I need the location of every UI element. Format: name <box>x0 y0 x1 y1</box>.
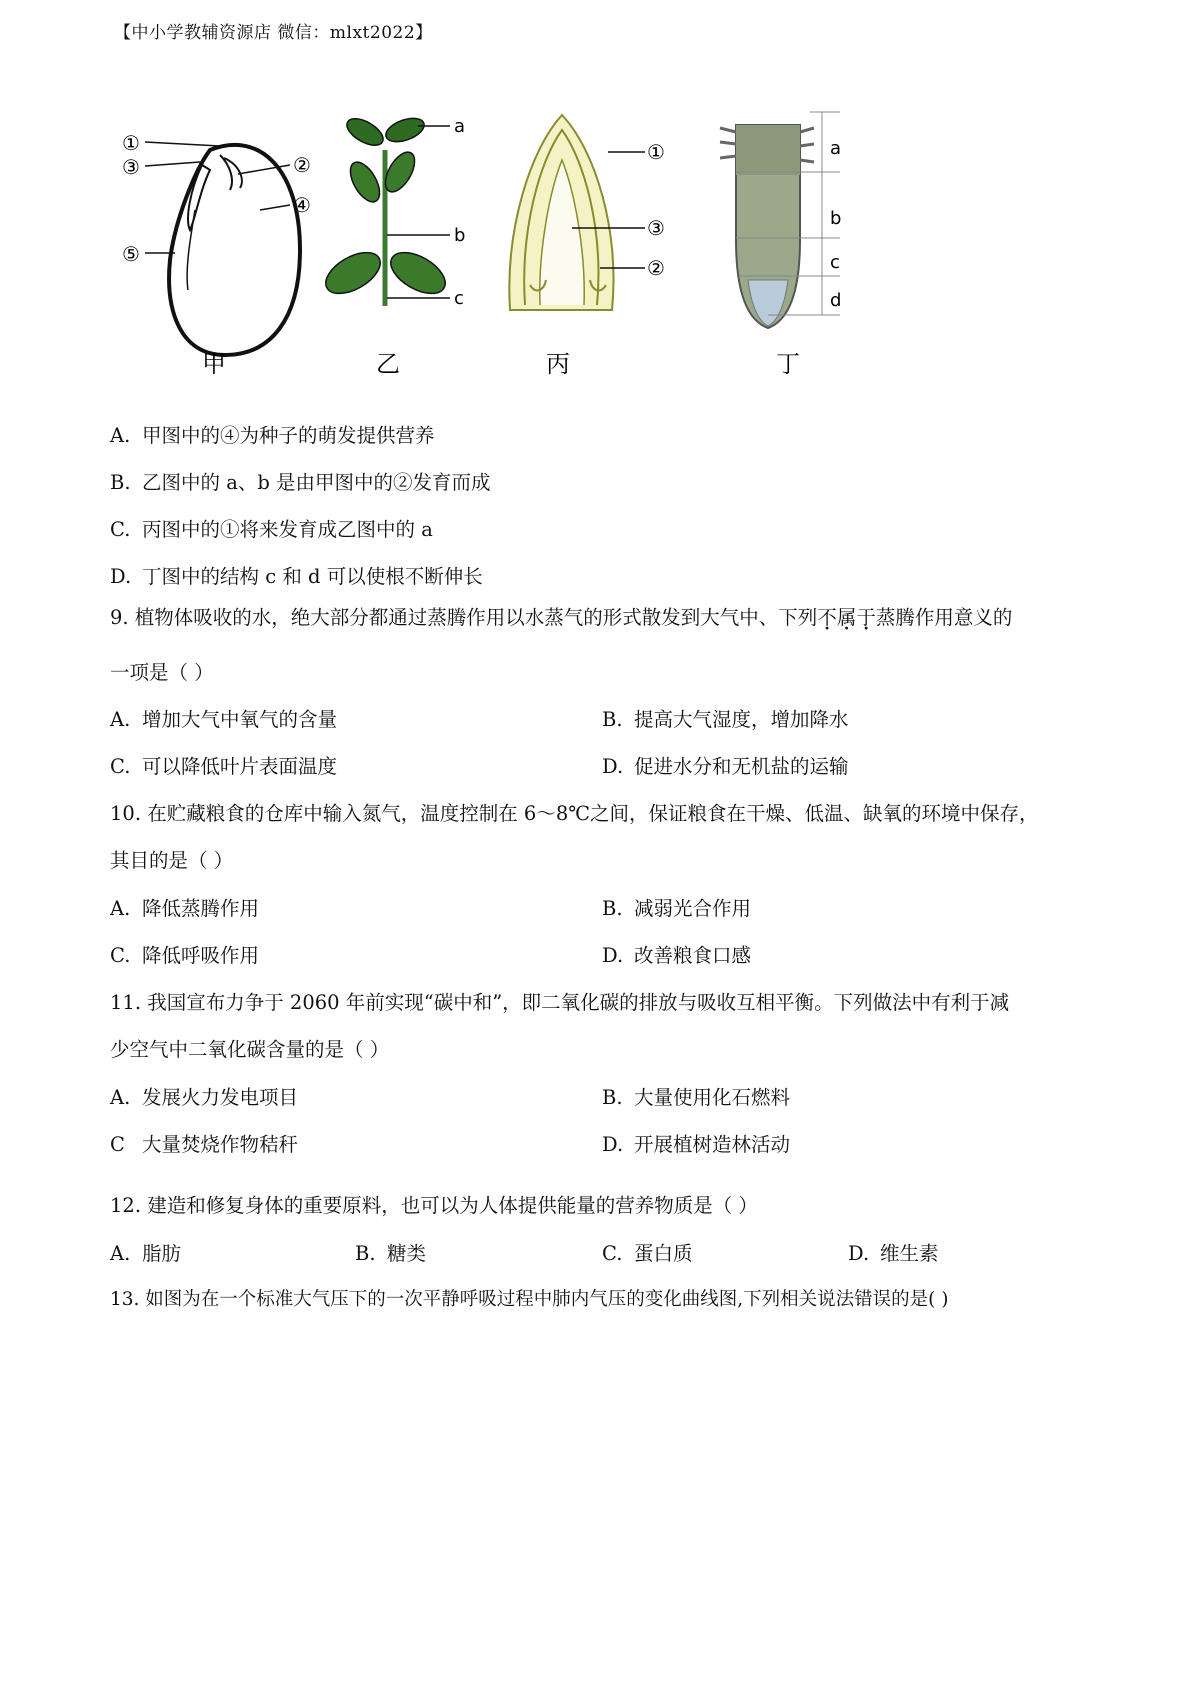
ding-label-b: b <box>830 208 842 229</box>
ding-label-a: a <box>830 138 842 159</box>
q9-emphasis-shu: 属 <box>836 606 857 629</box>
q8-option-a: A. 甲图中的④为种子的萌发提供营养 <box>110 424 435 447</box>
caption-ding: 丁 <box>776 350 800 378</box>
q10-option-b: B. 减弱光合作用 <box>602 897 752 920</box>
jia-label-1: ① <box>122 131 140 155</box>
q10-stem-line1: 10. 在贮藏粮食的仓库中输入氮气，温度控制在 6～8℃之间，保证粮食在干燥、低温、缺氧的环境中保存， <box>110 802 1039 825</box>
figure-seed-plant-root <box>100 110 960 390</box>
q12-option-d: D. 维生素 <box>848 1242 939 1265</box>
figure-svg <box>100 110 960 390</box>
header-watermark: 【中小学教辅资源店 微信：mlxt2022】 <box>114 23 433 43</box>
q9-option-a: A. 增加大气中氧气的含量 <box>110 708 338 731</box>
q12-stem: 12. 建造和修复身体的重要原料，也可以为人体提供能量的营养物质是（ ） <box>110 1194 758 1217</box>
yi-label-b: b <box>454 225 466 246</box>
q9-option-d: D. 促进水分和无机盐的运输 <box>602 755 849 778</box>
q12-option-b: B. 糖类 <box>355 1242 427 1265</box>
q11-option-c: C 大量焚烧作物秸秆 <box>110 1133 299 1156</box>
q9-stem-line1: 9. 植物体吸收的水，绝大部分都通过蒸腾作用以水蒸气的形式散发到大气中、下列不属于蒸腾作用意义的 <box>110 606 1013 629</box>
q10-stem-line2: 其目的是（ ） <box>110 849 234 872</box>
q11-option-d: D. 开展植树造林活动 <box>602 1133 791 1156</box>
caption-bing: 丙 <box>546 350 570 378</box>
q9-emphasis-yu: 于 <box>856 606 876 629</box>
ding-label-d: d <box>830 290 842 311</box>
q9-option-b: B. 提高大气湿度，增加降水 <box>602 708 849 731</box>
jia-label-3: ③ <box>122 155 140 179</box>
ding-label-c: c <box>830 252 840 273</box>
q8-option-c: C. 丙图中的①将来发育成乙图中的 a <box>110 518 433 541</box>
q11-stem-line2: 少空气中二氧化碳含量的是（ ） <box>110 1038 390 1061</box>
yi-label-a: a <box>454 116 466 137</box>
panel-ding-roottip <box>720 112 841 328</box>
panel-jia-seed <box>122 131 311 355</box>
q12-option-c: C. 蛋白质 <box>602 1242 693 1265</box>
q8-option-b: B. 乙图中的 a、b 是由甲图中的②发育而成 <box>110 471 491 494</box>
q10-option-c: C. 降低呼吸作用 <box>110 944 260 967</box>
q10-option-d: D. 改善粮食口感 <box>602 944 752 967</box>
q12-option-a: A. 脂肪 <box>110 1242 182 1265</box>
q13-stem: 13. 如图为在一个标准大气压下的一次平静呼吸过程中肺内气压的变化曲线图,下列相关说法错误的是( ) <box>110 1289 949 1310</box>
yi-label-c: c <box>454 288 464 309</box>
bing-label-2: ② <box>647 256 665 280</box>
panel-bing-bud <box>509 115 665 310</box>
q9-option-c: C. 可以降低叶片表面温度 <box>110 755 338 778</box>
bing-label-3: ③ <box>647 216 665 240</box>
q9-emphasis-bu: 不 <box>817 606 837 629</box>
q10-option-a: A. 降低蒸腾作用 <box>110 897 260 920</box>
q11-option-a: A. 发展火力发电项目 <box>110 1086 299 1109</box>
caption-jia: 甲 <box>202 350 226 378</box>
q9-stem-line2: 一项是（ ） <box>110 661 214 684</box>
caption-yi: 乙 <box>376 350 400 378</box>
q11-option-b: B. 大量使用化石燃料 <box>602 1086 791 1109</box>
jia-label-5: ⑤ <box>122 242 140 266</box>
bing-label-1: ① <box>647 140 665 164</box>
jia-label-2: ② <box>293 153 311 177</box>
jia-label-4: ④ <box>293 193 311 217</box>
q11-stem-line1: 11. 我国宣布力争于 2060 年前实现“碳中和”，即二氧化碳的排放与吸收互相平衡。下列做法中有利于减 <box>110 991 1010 1014</box>
panel-yi-seedling <box>319 113 465 309</box>
q8-option-d: D. 丁图中的结构 c 和 d 可以使根不断伸长 <box>110 565 483 588</box>
